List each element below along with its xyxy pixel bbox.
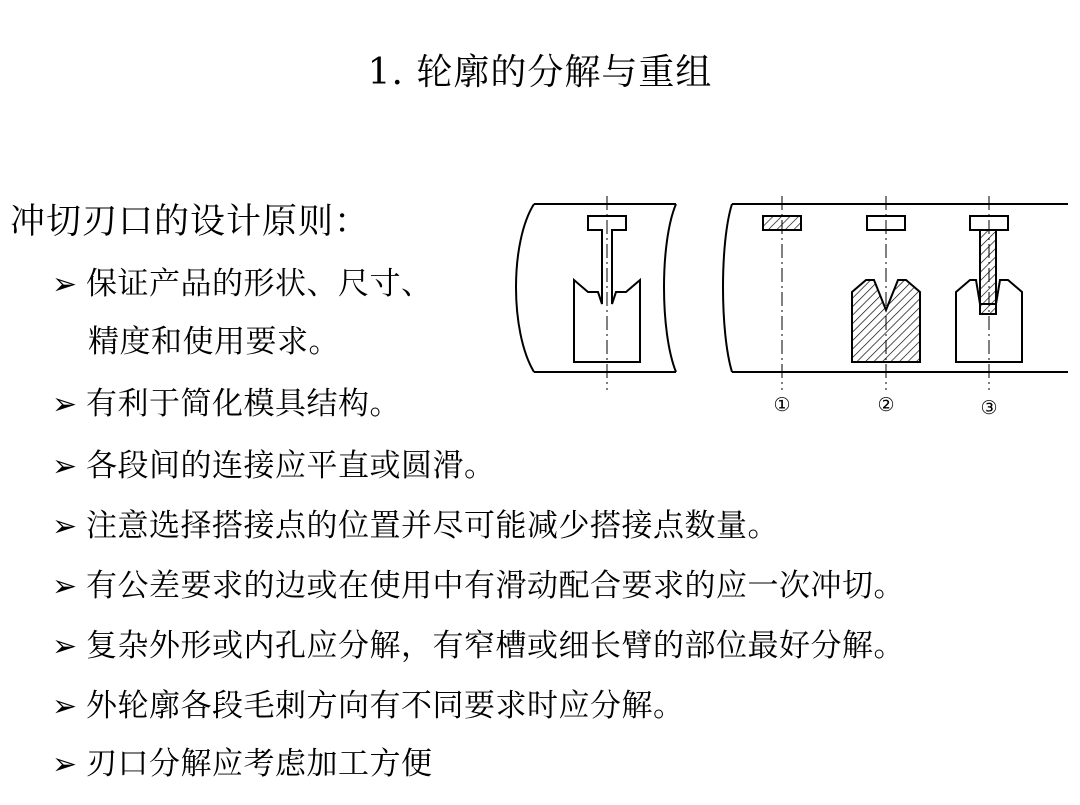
arrow-bullet-icon: ➢ xyxy=(52,387,78,422)
bullet-text: 注意选择搭接点的位置并尽可能减少搭接点数量。 xyxy=(86,508,779,544)
bullet-item-4 xyxy=(52,500,779,545)
bullet-text: 有公差要求的边或在使用中有滑动配合要求的应一次冲切。 xyxy=(86,568,905,604)
bullet-item-5 xyxy=(52,560,905,605)
arrow-bullet-icon: ➢ xyxy=(52,509,78,544)
bullet-item-3 xyxy=(52,440,496,485)
bullet-text: 刃口分解应考虑加工方便 xyxy=(86,746,433,782)
section-heading: 冲切刃口的设计原则： xyxy=(10,202,371,242)
figure-label-1: ① xyxy=(773,394,791,416)
arrow-bullet-icon: ➢ xyxy=(52,747,78,782)
arrow-bullet-icon: ➢ xyxy=(52,689,78,724)
bullet-item-8 xyxy=(52,738,433,783)
page-title: 1. 轮廓的分解与重组 xyxy=(367,52,713,93)
arrow-bullet-icon: ➢ xyxy=(52,267,78,302)
bullet-text: 有利于简化模具结构。 xyxy=(86,386,401,422)
bullet-text: 各段间的连接应平直或圆滑。 xyxy=(86,448,496,484)
bullet-item-1 xyxy=(52,258,433,303)
bullet-text: 保证产品的形状、尺寸、 xyxy=(86,266,433,302)
hatched-punch-1 xyxy=(763,216,801,230)
bullet-item-6 xyxy=(52,620,905,665)
arrow-bullet-icon: ➢ xyxy=(52,629,78,664)
bullet-item-2 xyxy=(52,378,401,423)
arrow-bullet-icon: ➢ xyxy=(52,569,78,604)
bullet-item-1-continuation: 精度和使用要求。 xyxy=(88,324,340,360)
bullet-text: 外轮廓各段毛刺方向有不同要求时应分解。 xyxy=(86,688,685,724)
arrow-bullet-icon: ➢ xyxy=(52,449,78,484)
bullet-text: 复杂外形或内孔应分解，有窄槽或细长臂的部位最好分解。 xyxy=(86,628,905,664)
punch-edge-diagram xyxy=(500,192,1075,424)
bullet-item-7 xyxy=(52,680,685,725)
figure-label-2: ② xyxy=(877,394,895,416)
hatched-punch-3 xyxy=(980,230,996,314)
figure-label-3: ③ xyxy=(980,397,998,419)
